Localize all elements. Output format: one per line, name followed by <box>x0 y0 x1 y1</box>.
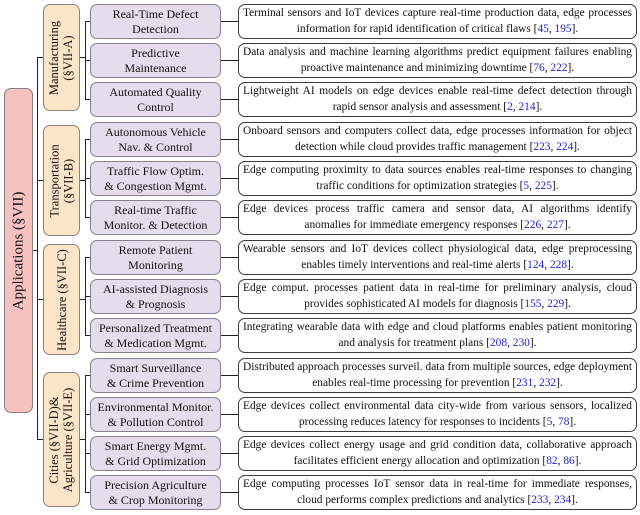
connector-topic-to-description <box>221 296 238 297</box>
description-text: Onboard sensors and computers collect data, edge processes information for object detection while cloud provides traffic management <box>243 125 632 153</box>
connector-topic-to-description <box>221 414 238 415</box>
citation-open-bracket: [ <box>526 61 534 74</box>
citation-ref-1: 5 <box>523 179 530 192</box>
citation-ref-2: 228 <box>549 258 568 271</box>
citation-open-bracket: [ <box>526 140 534 153</box>
topic-label-line1: Environmental Monitor. <box>97 400 214 414</box>
connector-topic-to-description <box>221 257 238 258</box>
connector-topic-to-description <box>221 217 238 218</box>
topic-label-line1: Real-time Traffic <box>114 203 197 217</box>
topic-label-line2: Nav. & Control <box>118 140 193 154</box>
topic-label-line1: Traffic Flow Optim. <box>106 164 204 178</box>
citation-ref-2: 232 <box>539 376 557 389</box>
citation-ref-2: 224 <box>556 140 574 153</box>
topic-label-line2: & Congestion Mgmt. <box>104 179 207 193</box>
citation-ref-1: 124 <box>527 258 545 271</box>
description-text: Wearable sensors and IoT devices collect physiological data, edge preprocessing enables timely interventions and real-time alerts <box>243 243 632 271</box>
description-text: Lightweight AI models on edge devices enable real-time defect detection through rapid sensor analysis and assessment <box>243 85 632 113</box>
topic-label-line2: Maintenance <box>124 61 187 75</box>
citation-ref-1: 223 <box>533 140 551 153</box>
description-text: Edge comput. processes patient data in real-time for preliminary analysis, cloud provides sophisticated AI models for diagnosis <box>243 282 632 310</box>
application-row <box>0 475 640 510</box>
citation-open-bracket: [ <box>483 336 490 349</box>
citation-close-bracket: ]. <box>571 493 578 506</box>
description-text: Edge devices collect energy usage and grid condition data, collaborative approach facilitates efficient energy allocation and optimization <box>243 439 632 467</box>
topic-label-line1: Remote Patient <box>118 243 193 257</box>
description-text: Edge computing proximity to data sources enables real-time responses to changing traffic conditions for optimization strategies <box>243 164 632 192</box>
citation-ref-1: 208 <box>489 336 508 349</box>
citation-close-bracket: ]. <box>567 258 574 271</box>
citation-ref-2: 214 <box>518 100 536 113</box>
citation-separator: , <box>507 336 513 349</box>
citation-close-bracket: ]. <box>535 100 543 113</box>
citation-close-bracket: ]. <box>574 454 582 467</box>
citation-ref-1: 5 <box>546 415 553 428</box>
topic-label-line2: Monitoring <box>128 258 183 272</box>
description-text: Edge devices process traffic camera and sensor data, AI algorithms identify anomalies for immediate emergency responses <box>243 203 632 231</box>
citation-open-bracket: [ <box>539 415 547 428</box>
connector-topic-to-description <box>221 139 238 140</box>
application-row <box>0 279 640 314</box>
citation-close-bracket: ]. <box>551 179 559 192</box>
category-label-line1: Cities (§VII-D)& <box>47 395 62 484</box>
category-label-line2: (§VII-B) <box>61 158 76 203</box>
topic-label-line1: Smart Energy Mgmt. <box>104 439 207 453</box>
topic-box <box>90 436 221 471</box>
citation-ref-1: 233 <box>531 493 549 506</box>
citation-separator: , <box>544 258 550 271</box>
application-row <box>0 4 640 39</box>
topic-box <box>90 318 221 353</box>
citation-ref-1: 45 <box>537 22 549 35</box>
connector-topic-to-description <box>221 99 238 100</box>
application-row <box>0 318 640 353</box>
citation-open-bracket: [ <box>524 493 532 506</box>
description-box <box>238 475 637 510</box>
topic-label-line2: & Grid Optimization <box>105 454 206 468</box>
connector-topic-to-description <box>221 492 238 493</box>
citation-ref-2: 225 <box>534 179 552 192</box>
topic-label-line2: & Medication Mgmt. <box>104 336 207 350</box>
topic-label-line1: Smart Surveillance <box>109 361 202 375</box>
topic-label-line2: Monitor. & Detection <box>103 218 208 232</box>
citation-close-bracket: ]. <box>564 297 571 310</box>
topic-box <box>90 122 221 157</box>
application-row <box>0 436 640 471</box>
connector-topic-to-description <box>221 453 238 454</box>
citation-separator: , <box>512 100 519 113</box>
description-box <box>238 397 637 432</box>
citation-ref-2: 234 <box>554 493 572 506</box>
citation-open-bracket: [ <box>530 22 538 35</box>
application-row <box>0 122 640 157</box>
citation-open-bracket: [ <box>509 376 517 389</box>
citation-separator: , <box>548 493 555 506</box>
description-text: Edge computing processes IoT sensor data in real-time for immediate responses, cloud performs complex predictions and analytics <box>243 478 632 506</box>
citation-ref-2: 86 <box>563 454 575 467</box>
description-text: Distributed approach processes surveil. data from multiple sources, edge deployment enables real-time processing for prevention <box>243 361 632 389</box>
citation-separator: , <box>550 140 557 153</box>
application-row <box>0 200 640 235</box>
citation-ref-2: 195 <box>554 22 572 35</box>
application-row <box>0 43 640 78</box>
citation-ref-1: 226 <box>524 218 542 231</box>
citation-open-bracket: [ <box>517 297 525 310</box>
description-box <box>238 43 637 78</box>
citation-open-bracket: [ <box>520 258 528 271</box>
category-label-line2: Agriculture (§VII-E) <box>61 387 76 492</box>
citation-separator: , <box>541 297 548 310</box>
topic-label-line2: & Prognosis <box>125 297 186 311</box>
description-box <box>238 161 637 196</box>
description-box <box>238 358 637 393</box>
citation-ref-2: 78 <box>558 415 570 428</box>
citation-ref-2: 227 <box>546 218 564 231</box>
citation-open-bracket: [ <box>517 218 525 231</box>
topic-box <box>90 358 221 393</box>
topic-label-line2: Detection <box>132 22 179 36</box>
description-text: Integrating wearable data with edge and cloud platforms enables patient monitoring and analysis for treatment plans <box>243 321 632 349</box>
citation-close-bracket: ]. <box>571 22 579 35</box>
citation-separator: , <box>533 376 540 389</box>
topic-box <box>90 200 221 235</box>
citation-ref-2: 230 <box>512 336 530 349</box>
topic-box <box>90 279 221 314</box>
citation-separator: , <box>552 415 559 428</box>
citation-open-bracket: [ <box>516 179 524 192</box>
citation-ref-2: 229 <box>547 297 565 310</box>
citation-separator: , <box>548 22 555 35</box>
root-label: Applications (§VII) <box>10 191 27 310</box>
topic-label-line1: Personalized Treatment <box>99 321 212 335</box>
citation-separator: , <box>557 454 564 467</box>
connector-topic-to-description <box>221 178 238 179</box>
topic-label-line1: Predictive <box>131 46 180 60</box>
citation-close-bracket: ]. <box>556 376 563 389</box>
citation-close-bracket: ]. <box>529 336 537 349</box>
category-label-line1: Healthcare (§VII-C) <box>54 248 69 351</box>
citation-ref-2: 222 <box>550 61 568 74</box>
description-box <box>238 200 637 235</box>
topic-box <box>90 43 221 78</box>
topic-box <box>90 161 221 196</box>
application-row <box>0 82 640 117</box>
citation-open-bracket: [ <box>500 100 508 113</box>
application-row <box>0 161 640 196</box>
citation-separator: , <box>541 218 547 231</box>
topic-label-line2: & Crime Prevention <box>106 376 205 390</box>
citation-ref-1: 82 <box>546 454 558 467</box>
topic-box <box>90 4 221 39</box>
description-box <box>238 436 637 471</box>
topic-label-line1: Autonomous Vehicle <box>105 125 206 139</box>
citation-ref-1: 76 <box>533 61 545 74</box>
topic-box <box>90 397 221 432</box>
category-label-line1: Manufacturing <box>47 20 62 95</box>
description-box <box>238 318 637 353</box>
description-box <box>238 4 637 39</box>
connector-topic-to-description <box>221 21 238 22</box>
citation-close-bracket: ]. <box>567 61 575 74</box>
topic-box <box>90 475 221 510</box>
citation-close-bracket: ]. <box>563 218 571 231</box>
description-text: Terminal sensors and IoT devices capture real-time production data, edge processes information for rapid identification of critical flaws <box>243 7 632 35</box>
citation-ref-1: 155 <box>524 297 542 310</box>
description-box <box>238 122 637 157</box>
application-row <box>0 397 640 432</box>
topic-label-line2: & Pollution Control <box>107 415 204 429</box>
citation-open-bracket: [ <box>539 454 547 467</box>
topic-label-line2: Control <box>137 100 174 114</box>
topic-label-line1: Automated Quality <box>109 85 202 99</box>
citation-close-bracket: ]. <box>569 415 577 428</box>
topic-box <box>90 240 221 275</box>
description-box <box>238 279 637 314</box>
application-row <box>0 240 640 275</box>
topic-label-line1: AI-assisted Diagnosis <box>103 282 208 296</box>
connector-topic-to-description <box>221 375 238 376</box>
topic-label-line2: & Crop Monitoring <box>108 493 203 507</box>
citation-ref-1: 231 <box>516 376 534 389</box>
application-row <box>0 358 640 393</box>
description-text: Edge devices collect environmental data city-wide from various sensors, localized processing reduces latency for responses to incidents <box>243 400 632 428</box>
topic-label-line1: Real-Time Defect <box>112 7 199 21</box>
category-label-line1: Transportation <box>47 143 62 218</box>
category-label-line2: (§VII-A) <box>61 34 76 81</box>
description-box <box>238 82 637 117</box>
description-text: Data analysis and machine learning algorithms predict equipment failures enabling proactive maintenance and minimizing downtime <box>243 46 632 74</box>
topic-box <box>90 82 221 117</box>
citation-separator: , <box>544 61 551 74</box>
citation-close-bracket: ]. <box>573 140 580 153</box>
topic-label-line1: Precision Agriculture <box>104 478 207 492</box>
connector-topic-to-description <box>221 335 238 336</box>
description-box <box>238 240 637 275</box>
connector-topic-to-description <box>221 60 238 61</box>
citation-ref-1: 2 <box>507 100 513 113</box>
citation-separator: , <box>529 179 535 192</box>
